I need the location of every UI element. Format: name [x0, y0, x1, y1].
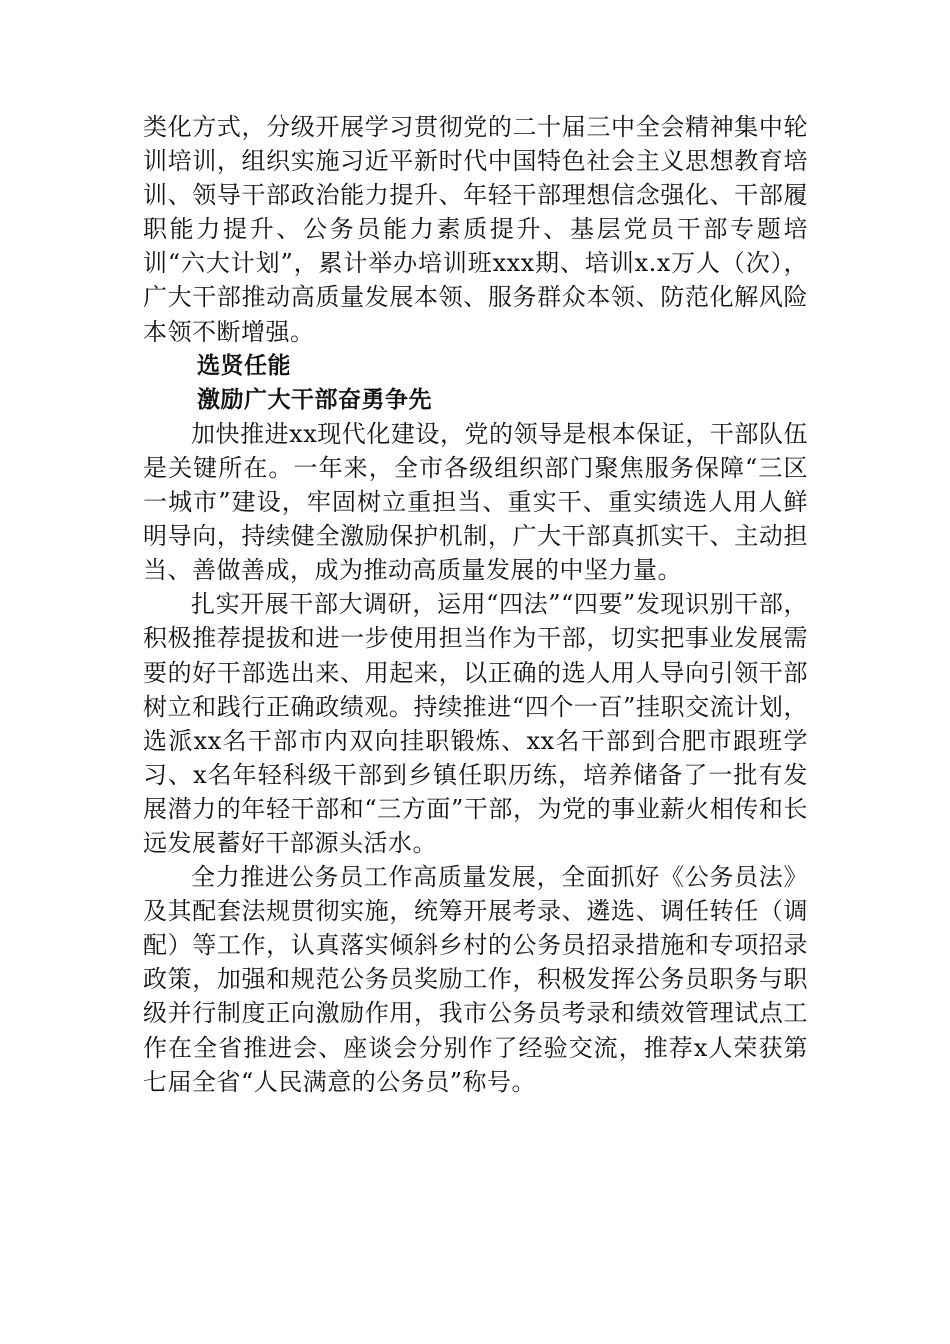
section-heading: 选贤任能	[197, 352, 291, 379]
paragraph-cadre-research: 扎实开展干部大调研，运用“四法”“四要”发现识别干部，积极推荐提拔和进一步使用担当作为干部，切实把事业发展需要的好干部选出来、用起来，以正确的选人用人导向引领干部树立和践行正确政绩观。持续推进“四个一百”挂职交流计划，选派xx名干部市内双向挂职锻炼、xx名干部到合肥市跟班学习、x名年轻科级干部到乡镇任职历练，培养储备了一批有发展潜力的年轻干部和“三方面”干部，为党的事业薪火相传和长远发展蓄好干部源头活水。	[143, 590, 808, 857]
paragraph-training: 类化方式，分级开展学习贯彻党的二十届三中全会精神集中轮训培训，组织实施习近平新时代中国特色社会主义思想教育培训、领导干部政治能力提升、年轻干部理想信念强化、干部履职能力提升、公务员能力素质提升、基层党员干部专题培训“六大计划”，累计举办培训班xxx期、培训x.x万人（次），广大干部推动高质量发展本领、服务群众本领、防范化解风险本领不断增强。	[143, 113, 808, 346]
paragraph-leadership: 加快推进xx现代化建设，党的领导是根本保证，干部队伍是关键所在。一年来，全市各级组织部门聚焦服务保障“三区一城市”建设，牢固树立重担当、重实干、重实绩选人用人鲜明导向，持续健全激励保护机制，广大干部真抓实干、主动担当、善做善成，成为推动高质量发展的中坚力量。	[143, 419, 808, 585]
paragraph-civil-servants: 全力推进公务员工作高质量发展，全面抓好《公务员法》及其配套法规贯彻实施，统筹开展考录、遴选、调任转任（调配）等工作，认真落实倾斜乡村的公务员招录措施和专项招录政策，加强和规范公务员奖励工作，积极发挥公务员职务与职级并行制度正向激励作用，我市公务员考录和绩效管理试点工作在全省推进会、座谈会分别作了经验交流，推荐x人荣获第七届全省“人民满意的公务员”称号。	[143, 863, 808, 1096]
section-subheading: 激励广大干部奋勇争先	[197, 386, 432, 413]
document-body	[143, 110, 808, 1099]
